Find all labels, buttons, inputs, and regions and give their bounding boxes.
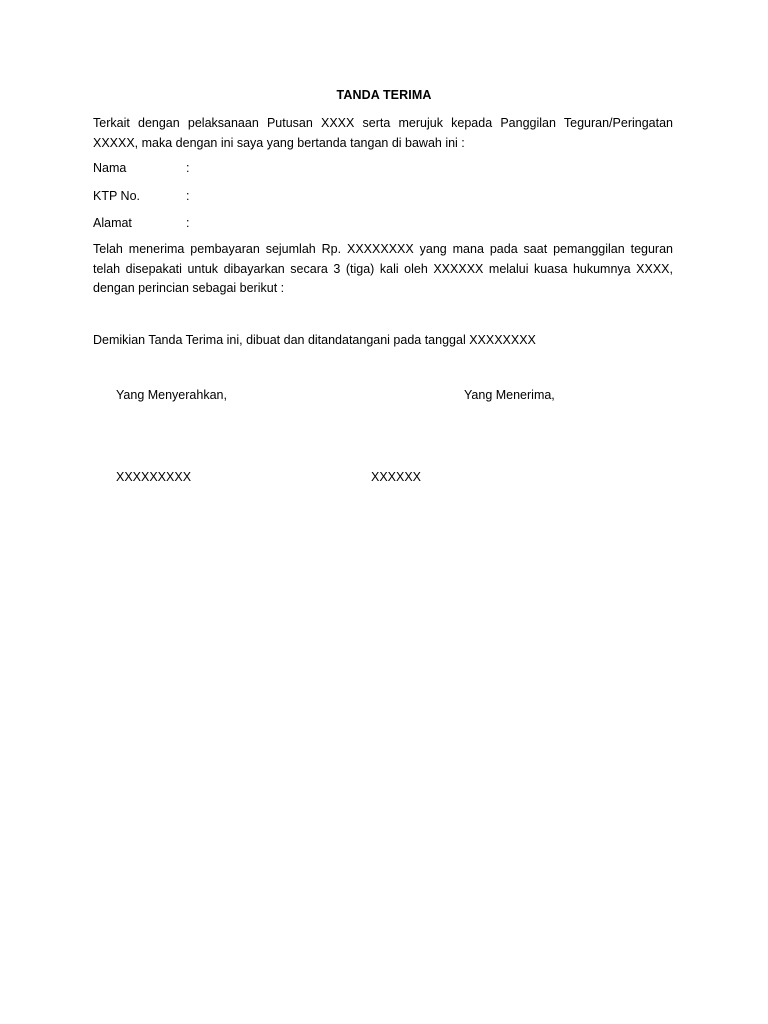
field-label-nama: Nama <box>93 161 127 175</box>
field-label-ktp: KTP No. <box>93 189 141 203</box>
giver-name: XXXXXXXXX <box>116 470 192 484</box>
closing-paragraph: Demikian Tanda Terima ini, dibuat dan ditandatangani pada tanggal XXXXXXXX <box>93 333 536 347</box>
document-title: TANDA TERIMA <box>336 88 432 102</box>
field-nama <box>93 159 189 177</box>
field-separator: : <box>186 216 190 230</box>
field-ktp <box>93 187 189 205</box>
field-separator: : <box>186 161 190 175</box>
receiver-signature-label: Yang Menerima, <box>464 388 555 402</box>
receiver-name: XXXXXX <box>371 470 422 484</box>
giver-signature-label: Yang Menyerahkan, <box>116 388 227 402</box>
field-label-alamat: Alamat <box>93 216 132 230</box>
intro-paragraph: Terkait dengan pelaksanaan Putusan XXXX serta merujuk kepada Panggilan Teguran/Peringatan XXXXX, maka dengan ini saya yang bertanda tangan di bawah ini : <box>93 116 673 150</box>
payment-paragraph: Telah menerima pembayaran sejumlah Rp. XXXXXXXX yang mana pada saat pemanggilan teguran telah disepakati untuk dibayarkan secara 3 (tiga) kali oleh XXXXXX melalui kuasa hukumnya XXXX, dengan perincian sebagai berikut : <box>93 242 673 295</box>
field-separator: : <box>186 189 190 203</box>
field-alamat <box>93 214 189 232</box>
